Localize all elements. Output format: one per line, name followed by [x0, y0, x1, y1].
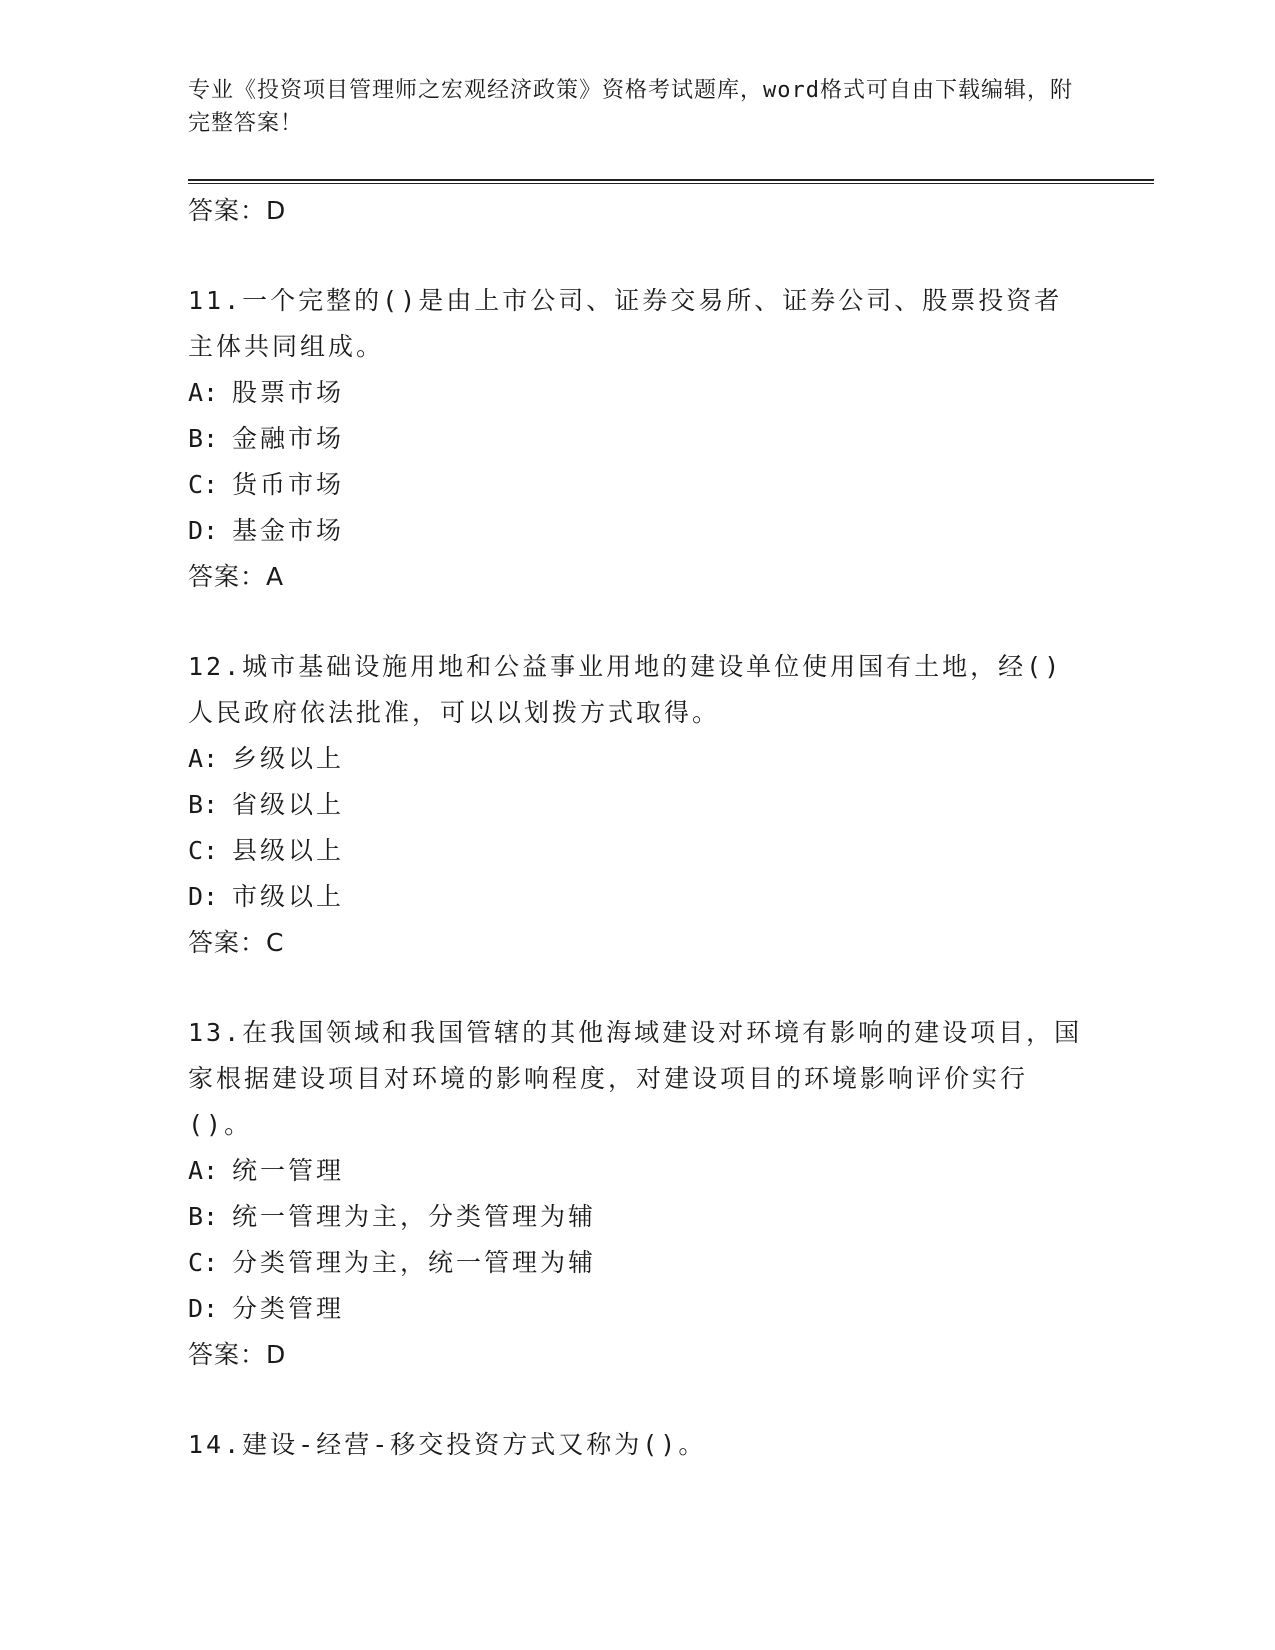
option-text: 乡级以上	[232, 744, 345, 773]
option-a	[188, 736, 1088, 782]
option-a	[188, 370, 1088, 416]
option-letter: D:	[188, 516, 219, 545]
question-11	[188, 278, 1088, 600]
question-list	[188, 188, 1088, 1468]
question-14	[188, 1422, 1088, 1468]
option-text: 金融市场	[232, 424, 345, 453]
option-a	[188, 1148, 1088, 1194]
option-text: 县级以上	[232, 836, 345, 865]
option-letter: D:	[188, 1294, 219, 1323]
option-letter: C:	[188, 470, 219, 499]
option-letter: B:	[188, 790, 219, 819]
question-text: 11.一个完整的()是由上市公司、证券交易所、证券公司、股票投资者主体共同组成。	[188, 286, 1063, 361]
option-text: 省级以上	[232, 790, 345, 819]
option-text: 市级以上	[232, 882, 345, 911]
question-text: 13.在我国领域和我国管辖的其他海域建设对环境有影响的建设项目，国家根据建设项目对环境的影响程度，对建设项目的环境影响评价实行()。	[188, 1018, 1083, 1139]
option-letter: B:	[188, 1202, 219, 1231]
option-letter: C:	[188, 836, 219, 865]
option-text: 货币市场	[232, 470, 345, 499]
option-letter: A:	[188, 1156, 219, 1185]
option-letter: A:	[188, 744, 219, 773]
header-divider	[188, 179, 1154, 184]
option-b	[188, 782, 1088, 828]
option-text: 分类管理	[232, 1294, 345, 1323]
question-text: 12.城市基础设施用地和公益事业用地的建设单位使用国有土地，经()人民政府依法批准，可以以划拨方式取得。	[188, 652, 1063, 727]
option-text: 股票市场	[232, 378, 345, 407]
option-text: 基金市场	[232, 516, 345, 545]
answer-line: 答案：C	[188, 928, 285, 957]
option-d	[188, 874, 1088, 920]
option-text: 分类管理为主，统一管理为辅	[232, 1248, 597, 1277]
answer-line: 答案：D	[188, 1340, 287, 1369]
option-c	[188, 462, 1088, 508]
option-b	[188, 1194, 1088, 1240]
option-d	[188, 508, 1088, 554]
answer-line: 答案：D	[188, 196, 287, 225]
option-d	[188, 1286, 1088, 1332]
question-text: 14.建设-经营-移交投资方式又称为()。	[188, 1430, 707, 1459]
option-letter: C:	[188, 1248, 219, 1277]
option-text: 统一管理	[232, 1156, 345, 1185]
option-text: 统一管理为主，分类管理为辅	[232, 1202, 597, 1231]
option-c	[188, 1240, 1088, 1286]
question-13	[188, 1010, 1088, 1378]
question-12	[188, 644, 1088, 966]
option-b	[188, 416, 1088, 462]
header-note: 专业《投资项目管理师之宏观经济政策》资格考试题库，word格式可自由下载编辑，附完整答案！	[188, 78, 1073, 136]
option-c	[188, 828, 1088, 874]
option-letter: D:	[188, 882, 219, 911]
option-letter: B:	[188, 424, 219, 453]
option-letter: A:	[188, 378, 219, 407]
answer-line: 答案：A	[188, 562, 285, 591]
